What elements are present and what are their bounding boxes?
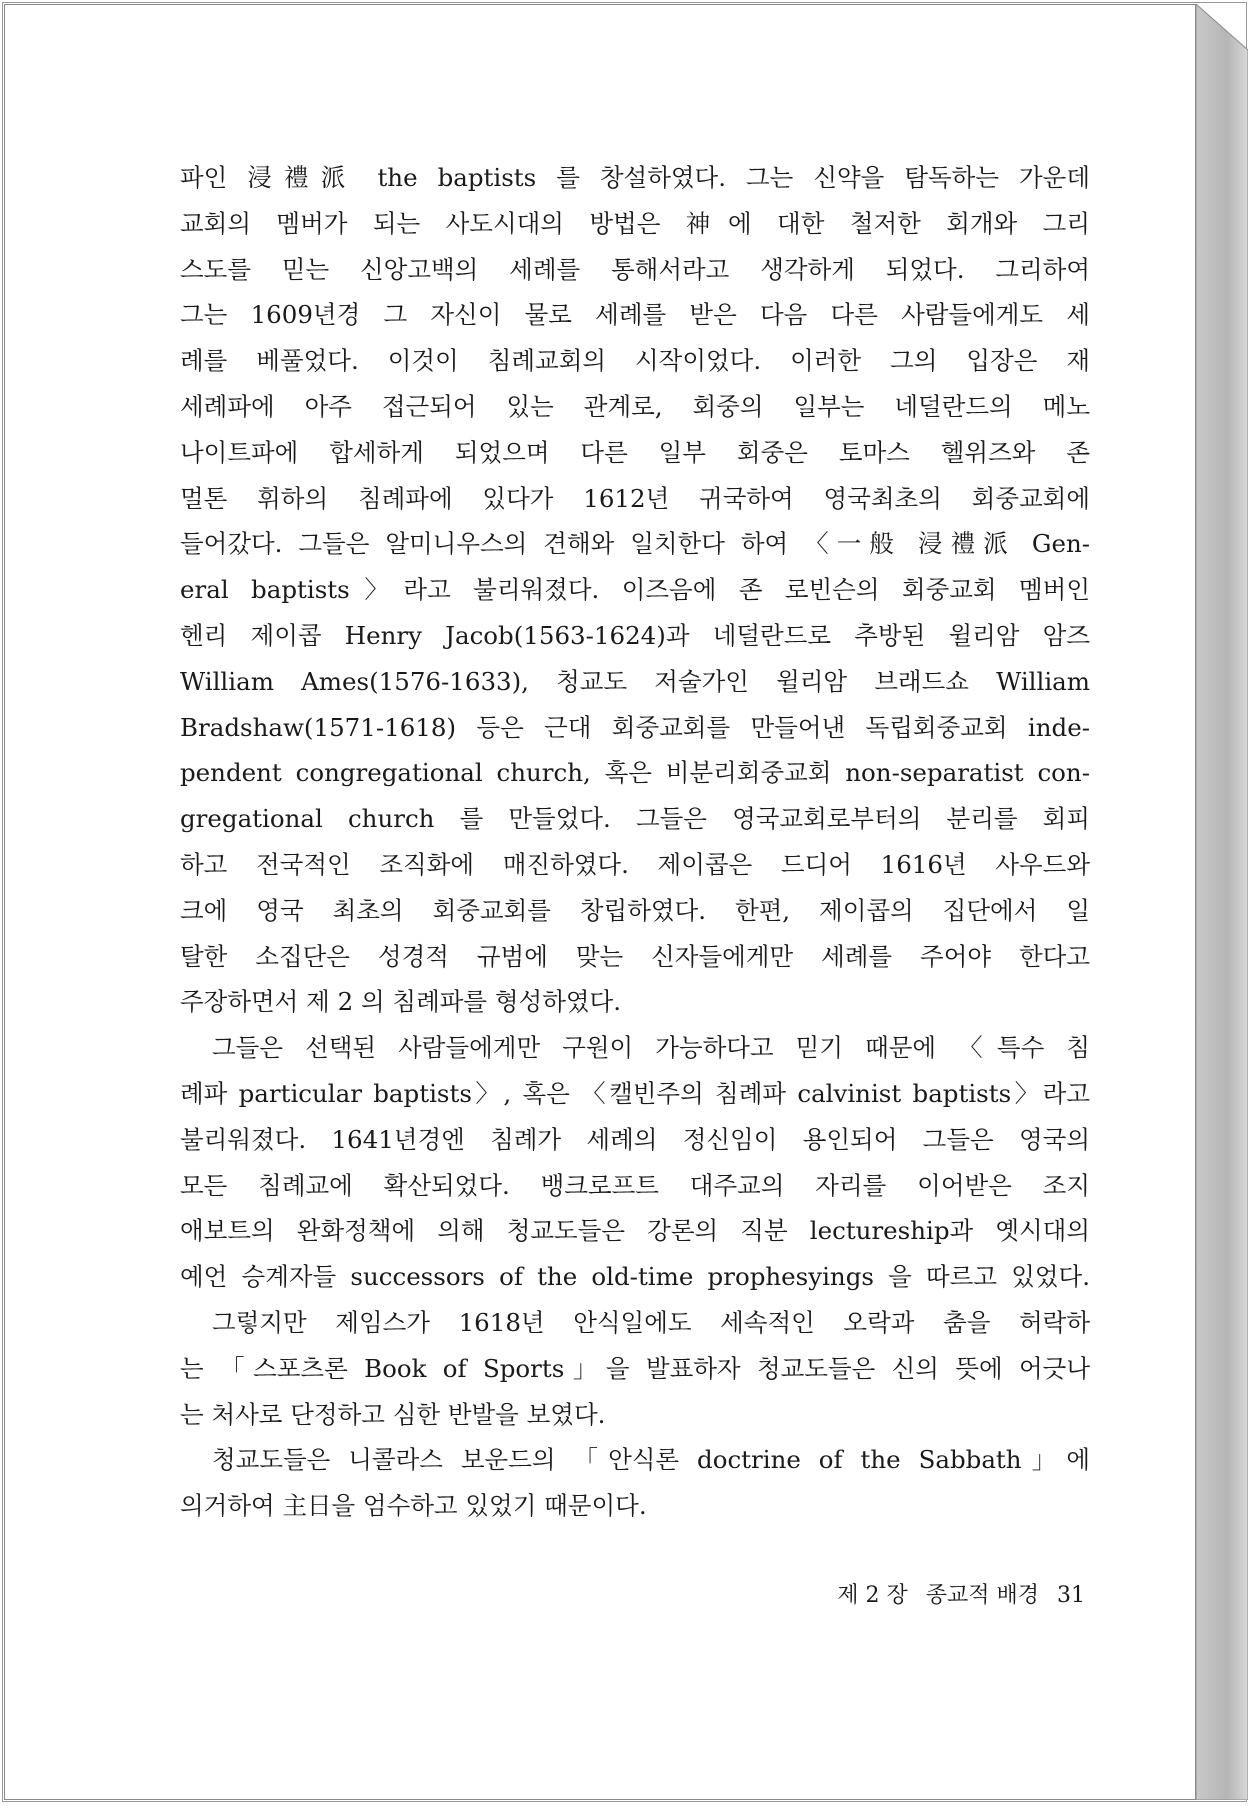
text-line: 그렇지만 제임스가 1618년 안식일에도 세속적인 오락과 춤을 허락하 <box>212 1307 1090 1337</box>
text-line: 모든 침례교에 확산되었다. 뱅크로프트 대주교의 자리를 이어받은 조지 <box>180 1170 1090 1200</box>
text-line: 불리워졌다. 1641년경엔 침례가 세례의 정신임이 용인되어 그들은 영국의 <box>180 1124 1090 1154</box>
text-line: 주장하면서 제 2 의 침례파를 형성하였다. <box>180 987 621 1017</box>
text-line: 헨리 제이콥 Henry Jacob(1563-1624)과 네덜란드로 추방된 윌리암 암즈 <box>180 620 1090 650</box>
text-line: 그들은 선택된 사람들에게만 구원이 가능하다고 믿기 때문에 〈특수 침 <box>212 1033 1090 1063</box>
paragraph-4 <box>180 1437 1090 1529</box>
text-line: William Ames(1576-1633), 청교도 저술가인 윌리암 브래드쇼 William <box>180 666 1090 696</box>
paragraph-2 <box>180 1025 1090 1300</box>
paragraph-1 <box>180 155 1090 1025</box>
text-line: eral baptists〉라고 불리워졌다. 이즈음에 존 로빈슨의 회중교회 멤버인 <box>180 575 1090 605</box>
text-line: 례파 particular baptists〉, 혹은 〈캘빈주의 침례파 calvinist baptists〉라고 <box>180 1078 1090 1108</box>
running-footer <box>785 1578 1085 1609</box>
section-label: 종교적 배경 <box>925 1583 1039 1608</box>
text-line: 스도를 믿는 신앙고백의 세례를 통해서라고 생각하게 되었다. 그리하여 <box>180 254 1090 284</box>
page-curl-shadow <box>1196 4 1248 1800</box>
text-line: Bradshaw(1571-1618) 등은 근대 회중교회를 만들어낸 독립회중교회 inde- <box>180 712 1090 742</box>
text-line: 멀톤 휘하의 침례파에 있다가 1612년 귀국하여 영국최초의 회중교회에 <box>180 483 1090 513</box>
text-line: 탈한 소집단은 성경적 규범에 맞는 신자들에게만 세례를 주어야 한다고 <box>180 941 1090 971</box>
body-text <box>180 155 1090 1529</box>
text-line: gregational church 를 만들었다. 그들은 영국교회로부터의 분리를 회피 <box>180 804 1090 834</box>
text-line: 는 처사로 단정하고 심한 반발을 보였다. <box>180 1399 606 1429</box>
text-line: 청교도들은 니콜라스 보운드의 「안식론 doctrine of the Sabbath」에 <box>212 1445 1090 1475</box>
page-number: 31 <box>1057 1583 1085 1608</box>
text-line: 그는 1609년경 그 자신이 물로 세례를 받은 다음 다른 사람들에게도 세 <box>180 300 1090 330</box>
text-line: pendent congregational church, 혹은 비분리회중교회 non-separatist con- <box>180 758 1090 788</box>
text-line: 예언 승계자들 successors of the old-time prophesyings 을 따르고 있었다. <box>180 1262 1090 1292</box>
text-line: 세례파에 아주 접근되어 있는 관계로, 회중의 일부는 네덜란드의 메노 <box>180 391 1090 421</box>
text-line: 애보트의 완화정책에 의해 청교도들은 강론의 직분 lectureship과 옛시대의 <box>180 1216 1090 1246</box>
paragraph-3 <box>180 1300 1090 1437</box>
text-line: 나이트파에 합세하게 되었으며 다른 일부 회중은 토마스 헬위즈와 존 <box>180 437 1090 467</box>
chapter-label: 제 2 장 <box>837 1583 908 1608</box>
text-line: 크에 영국 최초의 회중교회를 창립하였다. 한편, 제이콥의 집단에서 일 <box>180 895 1090 925</box>
text-line: 하고 전국적인 조직화에 매진하였다. 제이콥은 드디어 1616년 사우드와 <box>180 849 1090 879</box>
text-line: 례를 베풀었다. 이것이 침례교회의 시작이었다. 이러한 그의 입장은 재 <box>180 346 1090 376</box>
text-line: 파인 浸禮派 the baptists 를 창설하였다. 그는 신약을 탐독하는 가운데 <box>180 163 1090 192</box>
text-line: 교회의 멤버가 되는 사도시대의 방법은 神에 대한 철저한 회개와 그리 <box>180 208 1090 238</box>
text-line: 의거하여 主日을 엄수하고 있었기 때문이다. <box>180 1491 647 1521</box>
text-line: 들어갔다. 그들은 알미니우스의 견해와 일치한다 하여 〈一般 浸禮派 Gen- <box>180 529 1090 559</box>
text-line: 는 「스포츠론 Book of Sports」을 발표하자 청교도들은 신의 뜻에 어긋나 <box>180 1353 1090 1383</box>
book-page <box>4 4 1196 1800</box>
